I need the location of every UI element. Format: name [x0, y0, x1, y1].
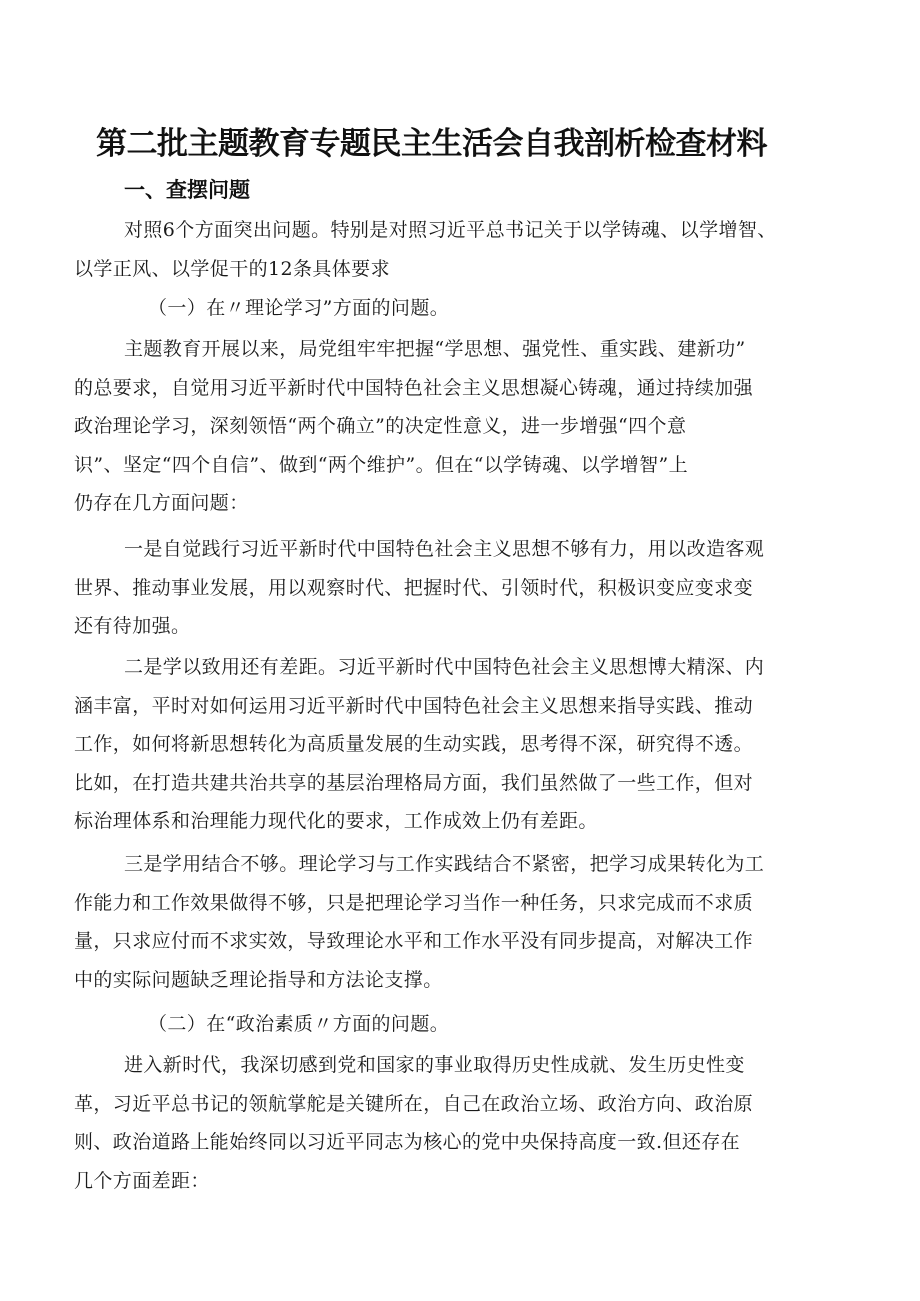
paragraph-line: 一是自觉践行习近平新时代中国特色社会主义思想不够有力，用以改造客观	[124, 538, 765, 560]
paragraph-line: 量，只求应付而不求实效，导致理论水平和工作水平没有同步提高，对解决工作	[74, 930, 754, 952]
intro-line: 以学正风、以学促干的12条具体要求	[74, 257, 390, 280]
subsection-heading-2: （二）在“政治素质〃方面的问题。	[148, 1013, 450, 1035]
paragraph-line: 标治理体系和治理能力现代化的要求，工作成效上仍有差距。	[74, 810, 598, 832]
paragraph-line: 革，习近平总书记的领航掌舵是关键所在，自己在政治立场、政治方向、政治原	[74, 1092, 754, 1115]
paragraph-line: 世界、推动事业发展，用以观察时代、把握时代、引领时代，积极识变应变求变	[74, 576, 754, 599]
paragraph-line: 比如，在打造共建共治共享的基层治理格局方面，我们虽然做了一些工作，但对	[74, 771, 754, 794]
paragraph-line: 几个方面差距：	[74, 1169, 210, 1192]
paragraph-line: 识”、坚定“四个自信”、做到“两个维护”。但在“以学铸魂、以学增智”上	[74, 453, 688, 476]
section1-intro	[74, 211, 864, 288]
paragraph-line: 中的实际问题缺乏理论指导和方法论支撑。	[74, 968, 443, 991]
paragraph-line: 仍存在几方面问题：	[74, 492, 249, 514]
paragraph-line: 还有待加强。	[74, 615, 191, 637]
sub1-paragraph-3	[74, 648, 864, 841]
sub2-paragraph-1	[74, 1046, 864, 1200]
paragraph-line: 二是学以致用还有差距。习近平新时代中国特色社会主义思想博大精深、内	[124, 656, 765, 678]
document-title: 第二批主题教育专题民主生活会自我剖析检查材料	[96, 126, 767, 162]
sub1-paragraph-1	[74, 330, 864, 523]
paragraph-line: 涵丰富，平时对如何运用习近平新时代中国特色社会主义思想来指导实践、推动	[74, 694, 754, 717]
paragraph-line: 主题教育开展以来，局党组牢牢把握“学思想、强党性、重实践、建新功”	[124, 338, 746, 360]
paragraph-line: 三是学用结合不够。理论学习与工作实践结合不紧密，把学习成果转化为工	[124, 853, 765, 875]
paragraph-line: 则、政治道路上能始终同以习近平同志为核心的党中央保持高度一致.但还存在	[74, 1131, 741, 1153]
paragraph-line: 进入新时代，我深切感到党和国家的事业取得历史性成就、发生历史性变	[124, 1054, 745, 1076]
paragraph-line: 工作，如何将新思想转化为高质量发展的生动实践，思考得不深，研究得不透。	[74, 733, 754, 755]
sub1-paragraph-4	[74, 845, 864, 999]
paragraph-line: 作能力和工作效果做得不够，只是把理论学习当作一种任务，只求完成而不求质	[74, 891, 754, 914]
paragraph-line: 政治理论学习，深刻领悟“两个确立”的决定性意义，进一步增强“四个意	[74, 415, 687, 437]
section-heading-1: 一、查摆问题	[124, 178, 250, 202]
sub1-paragraph-2	[74, 530, 864, 646]
paragraph-line: 的总要求，自觉用习近平新时代中国特色社会主义思想凝心铸魂，通过持续加强	[74, 376, 754, 399]
intro-line: 对照6个方面突出问题。特别是对照习近平总书记关于以学铸魂、以学增智、	[124, 219, 777, 241]
subsection-heading-1: （一）在〃理论学习”方面的问题。	[148, 297, 450, 319]
